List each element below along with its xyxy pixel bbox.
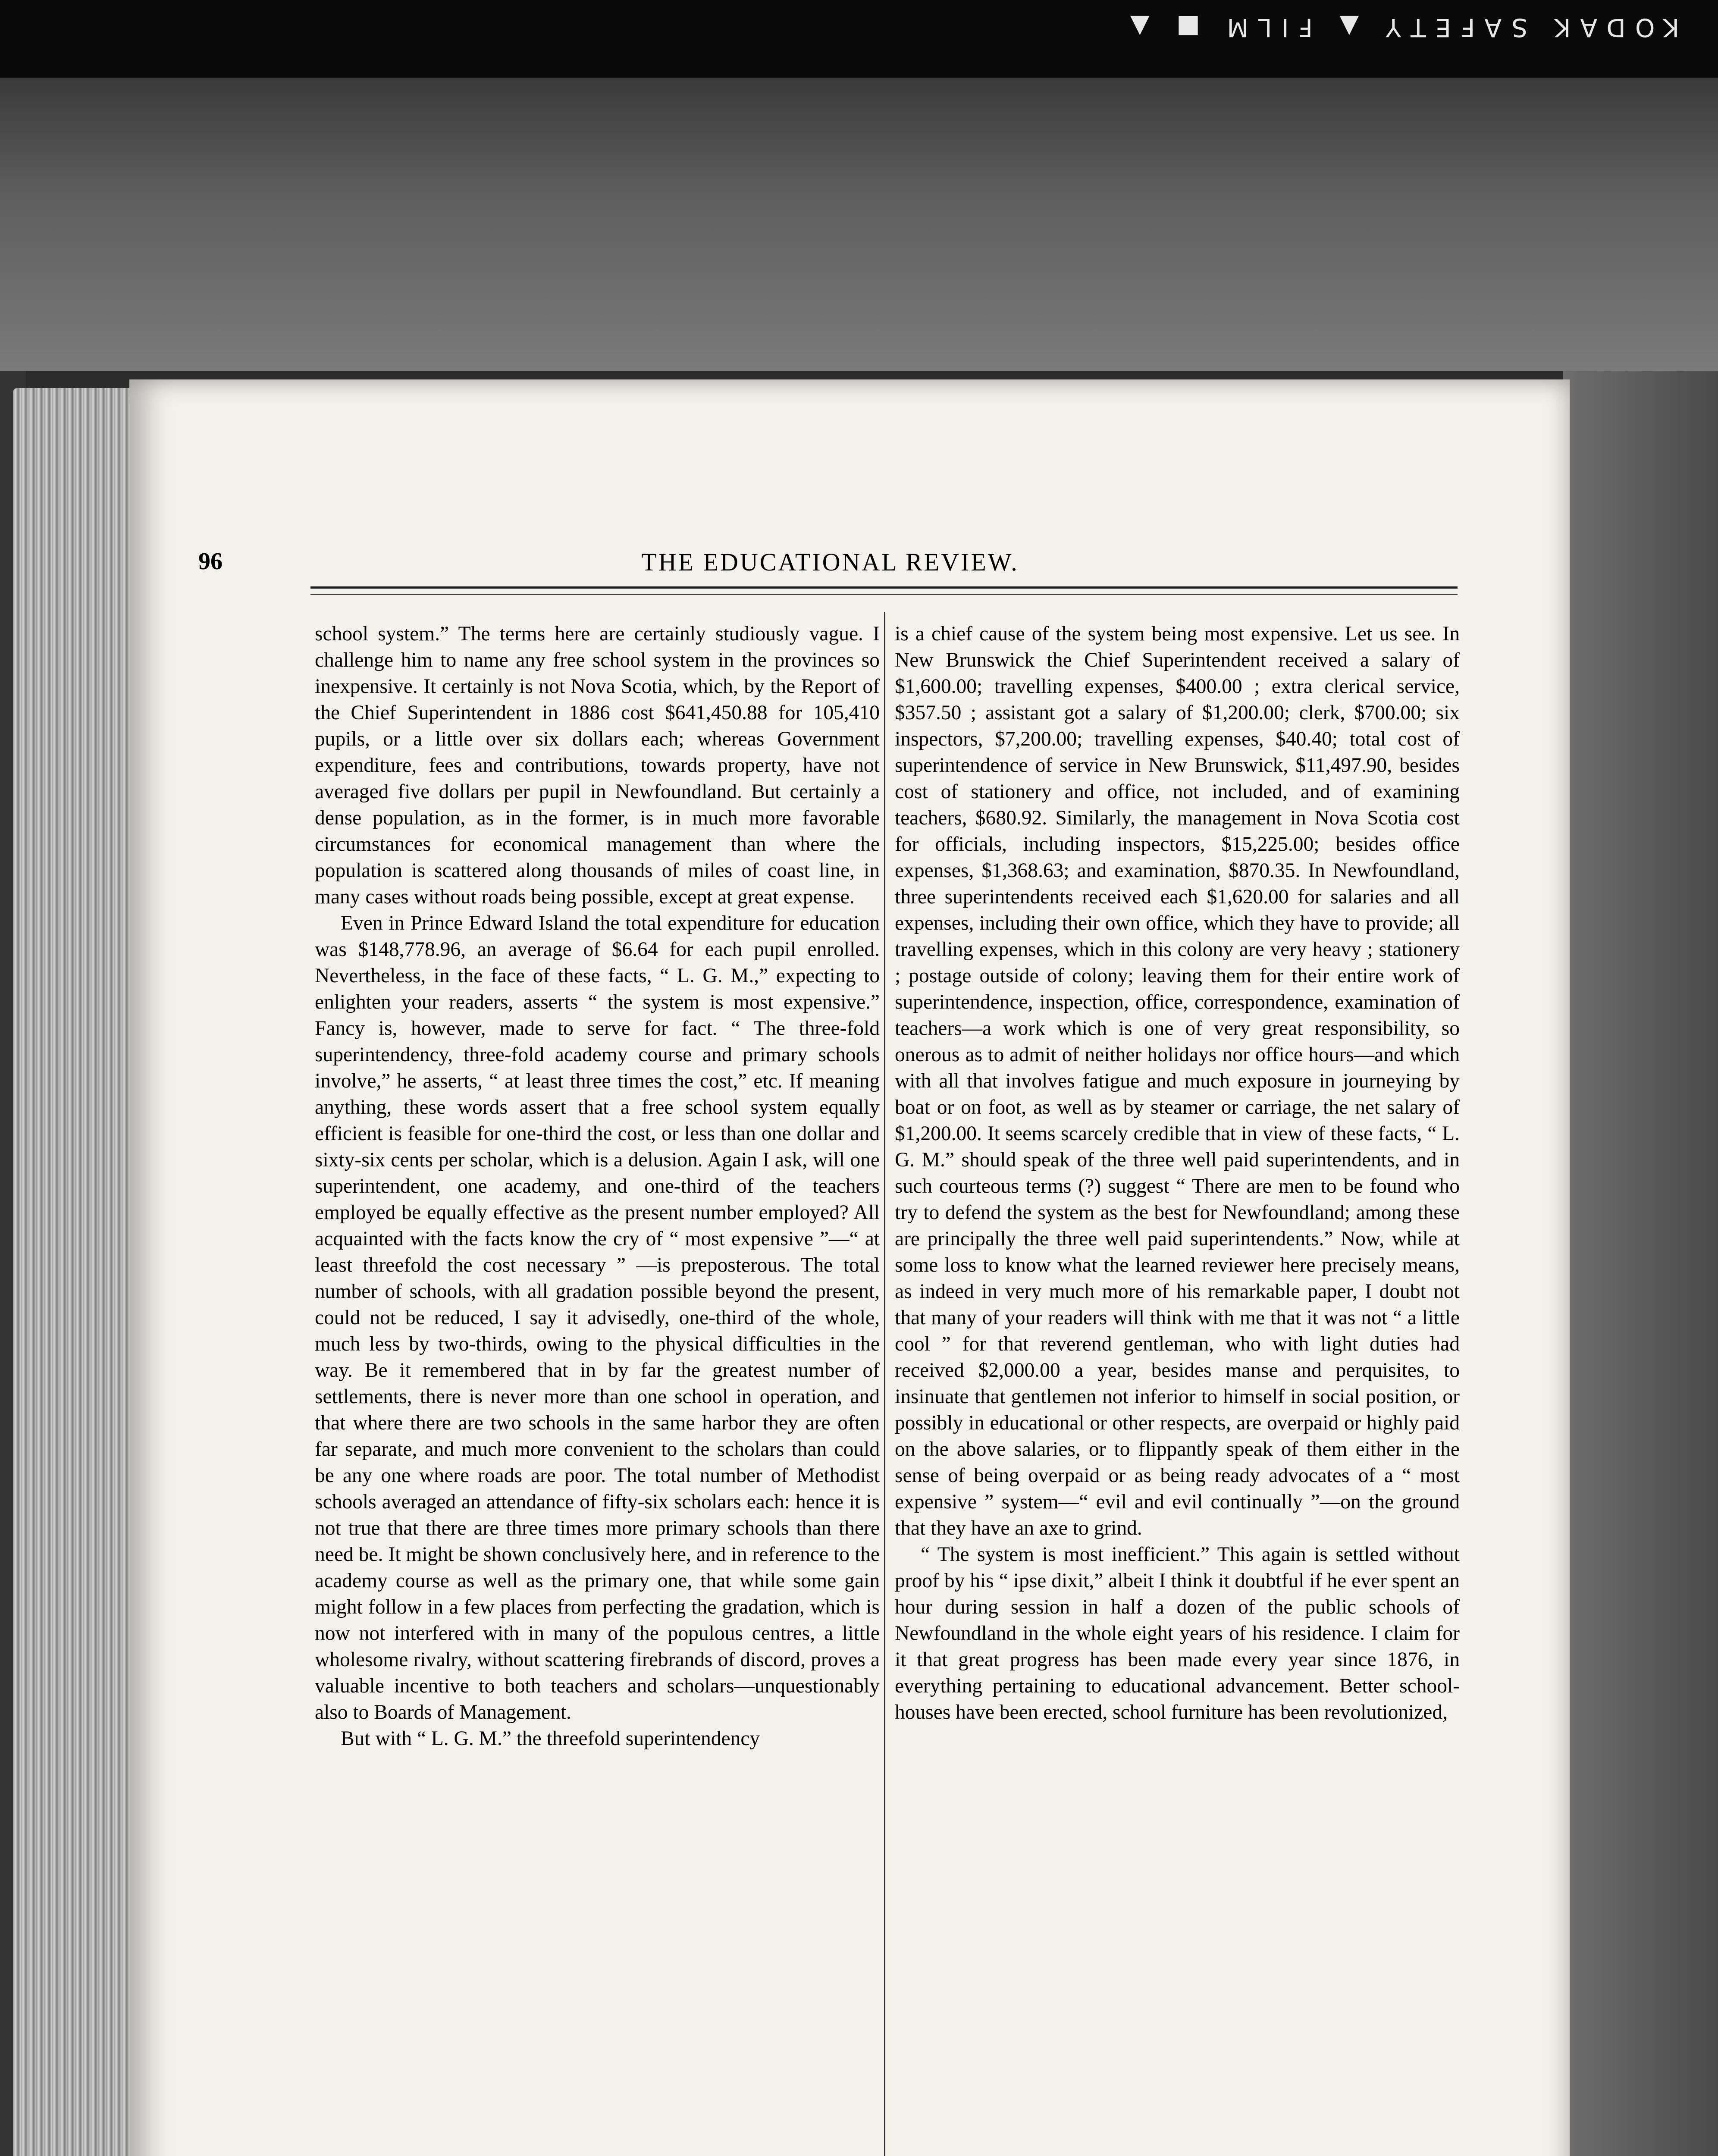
- book-page-edges: [13, 388, 134, 2156]
- right-column: [895, 621, 1460, 1726]
- paragraph: “ The system is most inefficient.” This again is settled without proof by his “ ipse dixit,” albeit I think it doubtful if he ever spent an hour during session in half a dozen of the public schools of Newfoundland in the whole eight years of his residence. I claim for it that great progress has been made every year since 1876, in everything pertaining to educational advancement. Better school-houses have been erected, school furniture has been revolutionized,: [895, 1543, 1460, 1724]
- scan-background-top: [0, 78, 1718, 371]
- left-column: [315, 621, 880, 1752]
- header-rule: [310, 586, 1458, 589]
- film-strip-border: [0, 0, 1718, 78]
- paragraph: Even in Prince Edward Island the total expenditure for education was $148,778.96, an average of $6.64 for each pupil enrolled. Nevertheless, in the face of these facts, “ L. G. M.,” expecting to enlighten your readers, asserts “ the system is most expensive.” Fancy is, however, made to serve for fact. “ The three-fold superintendency, three-fold academy course and primary schools involve,” he asserts, “ at least three times the cost,” etc. If meaning anything, these words assert that a free school system equally efficient is feasible for one-third the cost, or less than one dollar and sixty-six cents per scholar, which is a delusion. Again I ask, will one superintendent, one academy, and one-third of the teachers employed be equally effective as the present number employed? All acquainted with the facts know the cry of “ most expensive ”—“ at least threefold the cost necessary ” —is preposterous. The total number of schools, with all gradation possible beyond the present, could not be reduced, I say it advisedly, one-third of the whole, much less by two-thirds, owing to the physical difficulties in the way. Be it remembered that in by far the greatest number of settlements, there is never more than one school in operation, and that where there are two schools in the same harbor they are often far separate, and much more convenient to the scholars than could be any one where roads are poor. The total number of Methodist schools averaged an attendance of fifty-six scholars each: hence it is not true that there are three times more primary schools than there need be. It might be shown conclusively here, and in reference to the academy course as well as the primary one, that while some gain might follow in a few places from perfecting the gradation, which is now not interfered with in many of the populous centres, a little wholesome rivalry, without scattering firebrands of discord, proves a valuable incentive to both teachers and scholars—unquestionably also to Boards of Management.: [315, 912, 880, 1724]
- header-rule-thin: [310, 594, 1458, 595]
- page-number: 96: [198, 548, 223, 575]
- column-divider: [884, 612, 885, 2156]
- paragraph: school system.” The terms here are certainly studiously vague. I challenge him to name any free school system in the provinces so inexpensive. It certainly is not Nova Scotia, which, by the Report of the Chief Superintendent in 1886 cost $641,450.88 for 105,410 pupils, or a little over six dollars each; whereas Government expenditure, fees and contributions, towards property, have not averaged five dollars per pupil in Newfoundland. But certainly a dense population, as in the former, is in much more favorable circumstances for economical management than where the population is scattered along thousands of miles of coast line, in many cases without roads being possible, except at great expense.: [315, 623, 880, 908]
- paragraph: But with “ L. G. M.” the threefold superintendency: [341, 1727, 760, 1750]
- running-head: THE EDUCATIONAL REVIEW.: [641, 548, 1019, 576]
- scan-background-right: [1563, 371, 1718, 2156]
- film-edge-marking: KODAK SAFETY ▲ FILM ■ ▲: [1120, 13, 1679, 42]
- page-header: [198, 548, 1462, 586]
- paragraph: is a chief cause of the system being most expensive. Let us see. In New Brunswick the Chief Superintendent received a salary of $1,600.00; travelling expenses, $400.00 ; extra clerical service, $357.50 ; assistant got a salary of $1,200.00; clerk, $700.00; six inspectors, $7,200.00; travelling expenses, $40.40; total cost of superintendence of service in New Brunswick, $11,497.90, besides cost of stationery and office, not included, and of examining teachers, $680.92. Similarly, the management in Nova Scotia cost for officials, including inspectors, $15,225.00; besides office expenses, $1,368.63; and examination, $870.35. In Newfoundland, three superintendents received each $1,620.00 for salaries and all expenses, including their own office, which they have to provide; all travelling expenses, which in this colony are very heavy ; stationery ; postage outside of colony; leaving them for their entire work of superintendence, inspection, office, correspondence, examination of teachers—a work which is one of very great responsibility, so onerous as to admit of neither holidays nor office hours—and which with all that involves fatigue and much exposure in journeying by boat or on foot, as well as by steamer or carriage, the net salary of $1,200.00. It seems scarcely credible that in view of these facts, “ L. G. M.” should speak of the three well paid superintendents, and in such courteous terms (?) suggest “ There are men to be found who try to defend the system as the best for Newfoundland; among these are principally the three well paid superintendents.” Now, while at some loss to know what the learned reviewer here precisely means, as indeed in very much more of his remarkable paper, I doubt not that many of your readers will think with me that it was not “ a little cool ” for that reverend gentleman, who with light duties had received $2,000.00 a year, besides manse and perquisites, to insinuate that gentlemen not inferior to himself in social position, or possibly in educational or other respects, are overpaid or highly paid on the above salaries, or to flippantly speak of them either in the sense of being overpaid or as being ready advocates of a “ most expensive ” system—“ evil and evil continually ”—on the ground that they have an axe to grind.: [895, 623, 1460, 1539]
